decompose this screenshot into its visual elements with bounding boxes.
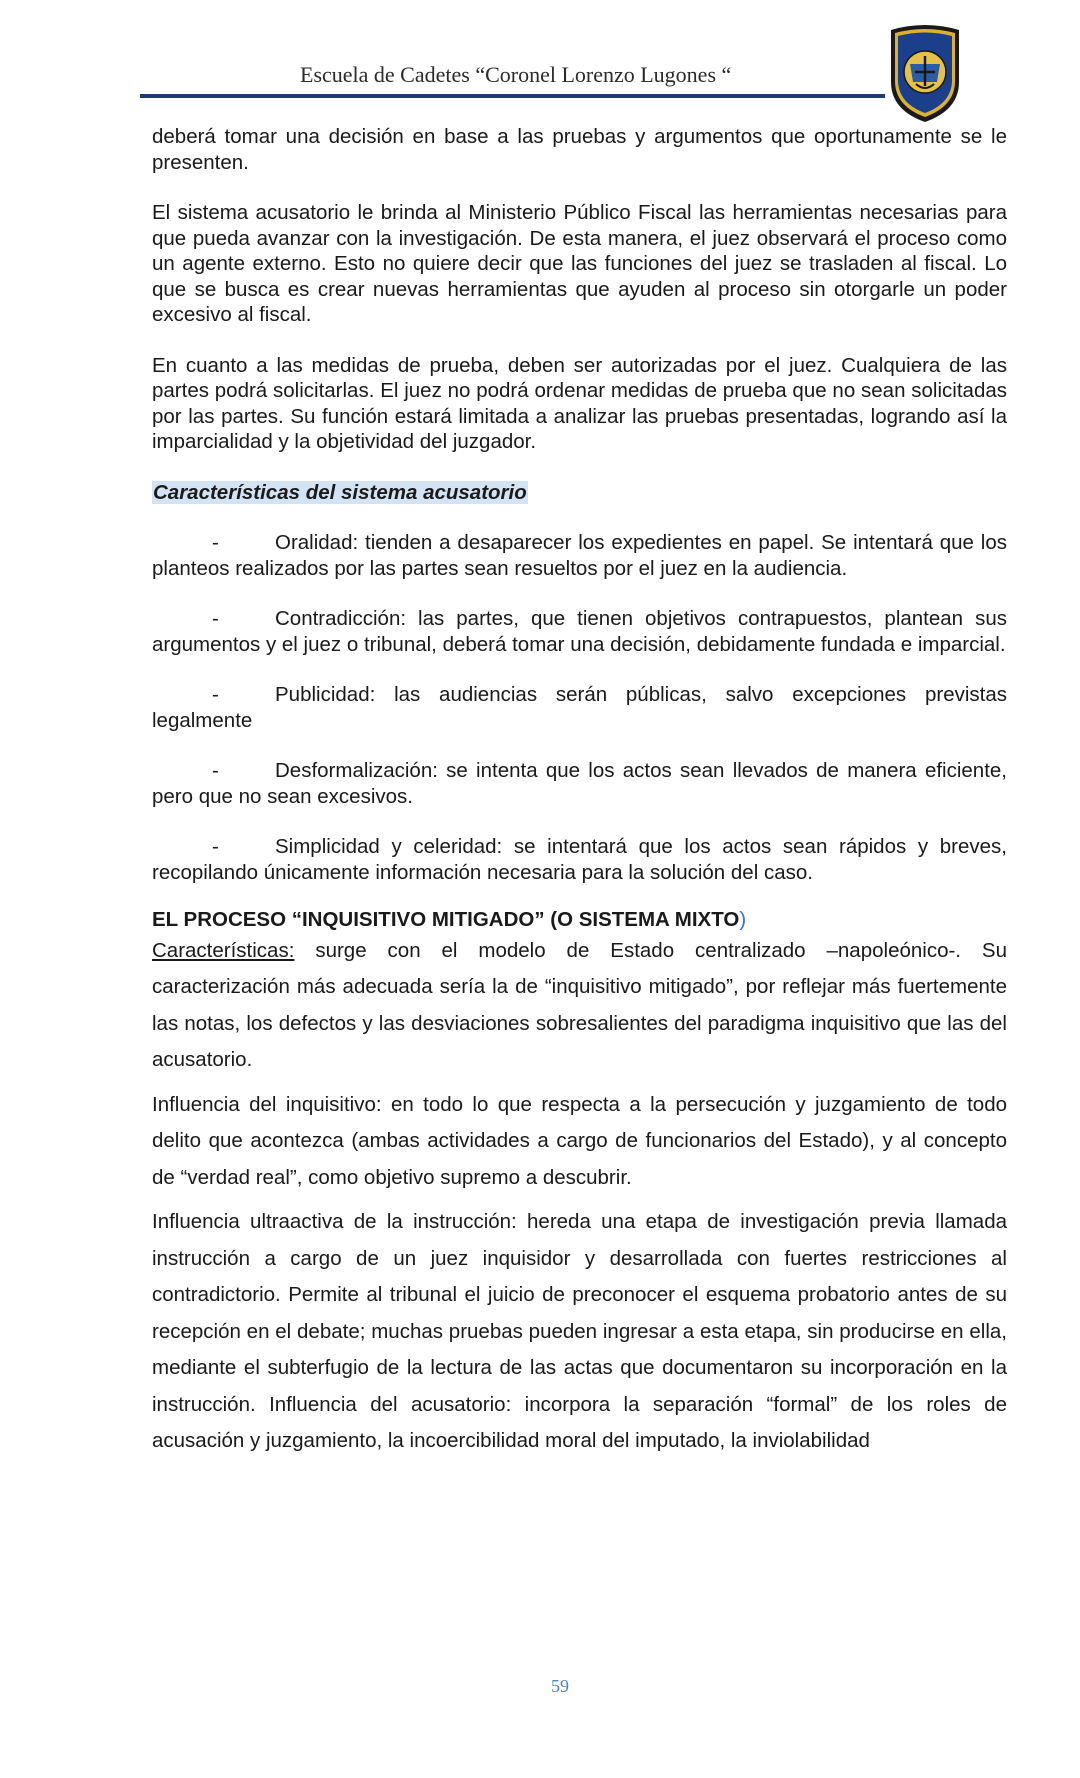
highlighted-heading: Características del sistema acusatorio — [153, 480, 527, 504]
bullet-dash: - — [212, 683, 219, 706]
bullet-dash: - — [212, 607, 219, 630]
list-item-text: Oralidad: tienden a desaparecer los expedientes en papel. Se intentará que los planteos realizados por las partes sean resueltos por el juez en la audiencia. — [152, 531, 1007, 580]
list-item-simplicidad — [152, 834, 1007, 885]
list-item-text: Desformalización: se intenta que los actos sean llevados de manera eficiente, pero que no sean excesivos. — [152, 759, 1007, 808]
paragraph-text: surge con el modelo de Estado centralizado –napoleónico-. Su caracterización más adecuada sería la de “inquisitivo mitigado”, por reflejar más fuertemente las notas, los defectos y las desviaciones sobresalientes del paradigma inquisitivo que las del acusatorio. — [152, 938, 1007, 1071]
paragraph-sistema-acusatorio: El sistema acusatorio le brinda al Ministerio Público Fiscal las herramientas necesarias para que pueda avanzar con la investigación. De esta manera, el juez observará el proceso como un agente externo. Esto no quiere decir que las funciones del juez se trasladen al fiscal. Lo que se busca es crear nuevas herramientas que ayuden al proceso sin otorgarle un poder excesivo al fiscal. — [152, 201, 1007, 326]
school-crest-logo — [885, 22, 965, 126]
section-heading-caracteristicas — [152, 480, 1007, 506]
header-title: Escuela de Cadetes “Coronel Lorenzo Lugones “ — [300, 62, 732, 87]
list-item-text: Publicidad: las audiencias serán públicas, salvo excepciones previstas legalmente — [152, 683, 1007, 732]
header-rule — [140, 94, 885, 98]
paragraph-influencia-ultraactiva: Influencia ultraactiva de la instrucción: hereda una etapa de investigación previa llamada instrucción a cargo de un juez inquisidor y desarrollada con fuertes restricciones al contradictorio. Permite al tribunal el juicio de preconocer el esquema probatorio antes de su recepción en el debate; muchas pruebas pueden ingresar a esta etapa, sin producirse en ella, mediante el subterfugio de la lectura de las actas que documentaron su incorporación en la instrucción. Influencia del acusatorio: incorpora la separación “formal” de los roles de acusación y juzgamiento, la incoercibilidad moral del imputado, la inviolabilidad — [152, 1210, 1007, 1452]
heading-paren: ) — [739, 908, 747, 931]
bullet-dash: - — [212, 531, 219, 554]
paragraph-caracteristicas-mixto — [152, 933, 1007, 1079]
list-item-contradiccion — [152, 606, 1007, 657]
list-item-text: Simplicidad y celeridad: se intentará que los actos sean rápidos y breves, recopilando únicamente información necesaria para la solución del caso. — [152, 835, 1007, 884]
page-number: 59 — [551, 1676, 569, 1696]
list-item-oralidad — [152, 530, 1007, 581]
bullet-dash: - — [212, 759, 219, 782]
heading-text: EL PROCESO “INQUISITIVO MITIGADO” (O SISTEMA MIXTO — [152, 908, 740, 931]
paragraph-decision: deberá tomar una decisión en base a las pruebas y argumentos que oportunamente se le presenten. — [152, 125, 1007, 174]
page-body — [152, 124, 1007, 1460]
paragraph-medidas-prueba: En cuanto a las medidas de prueba, deben ser autorizadas por el juez. Cualquiera de las partes podrá solicitarlas. El juez no podrá ordenar medidas de prueba que no sean solicitadas por las partes. Su función estará limitada a analizar las pruebas presentadas, logrando así la imparcialidad y la objetividad del juzgador. — [152, 353, 1007, 453]
section-heading-inquisitivo — [152, 907, 1007, 933]
bullet-dash: - — [212, 835, 219, 858]
paragraph-influencia-inquisitivo: Influencia del inquisitivo: en todo lo que respecta a la persecución y juzgamiento de todo delito que acontezca (ambas actividades a cargo de funcionarios del Estado), y al concepto de “verdad real”, como objetivo supremo a descubrir. — [152, 1092, 1007, 1189]
list-item-publicidad — [152, 682, 1007, 733]
underlined-label: Características: — [152, 938, 295, 962]
list-item-desformalizacion — [152, 758, 1007, 809]
list-item-text: Contradicción: las partes, que tienen objetivos contrapuestos, plantean sus argumentos y el juez o tribunal, deberá tomar una decisión, debidamente fundada e imparcial. — [152, 607, 1007, 656]
